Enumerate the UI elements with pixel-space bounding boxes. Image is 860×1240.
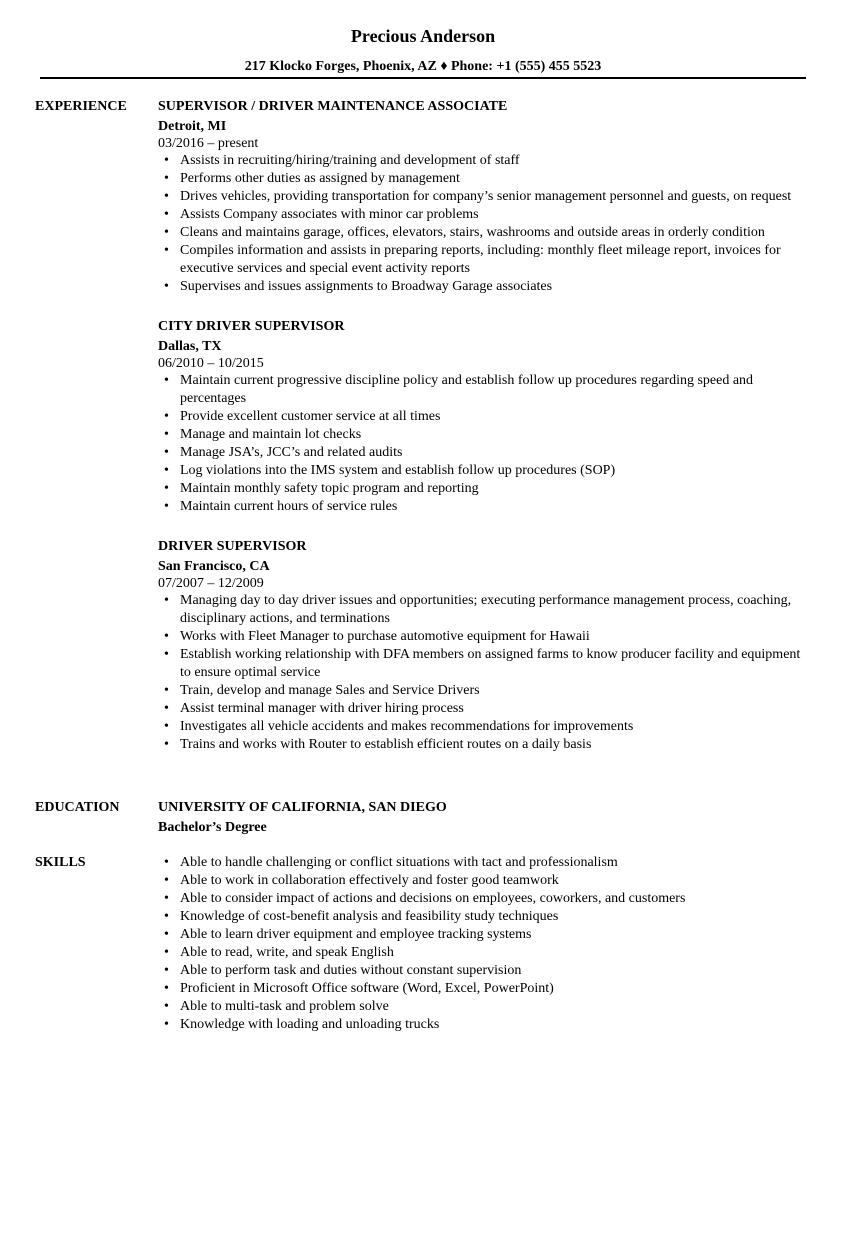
job-duty-item: • Assist terminal manager with driver hiring process: [158, 700, 808, 718]
skill-item: • Able to consider impact of actions and decisions on employees, coworkers, and customers: [158, 890, 808, 908]
skill-item: • Able to learn driver equipment and employee tracking systems: [158, 926, 808, 944]
skill-item: • Proficient in Microsoft Office software (Word, Excel, PowerPoint): [158, 980, 808, 998]
contact-line: 217 Klocko Forges, Phoenix, AZ ♦ Phone: +1 (555) 455 5523: [244, 59, 602, 74]
job-duty-item: • Drives vehicles, providing transportation for company’s senior management personnel and guests, on request: [158, 188, 808, 206]
job-duty-item: • Train, develop and manage Sales and Service Drivers: [158, 682, 808, 700]
job-location: San Francisco, CA: [158, 559, 270, 574]
job-duty-item: • Works with Fleet Manager to purchase automotive equipment for Hawaii: [158, 628, 808, 646]
job-entry: [158, 538, 808, 754]
skill-item: • Able to work in collaboration effectively and foster good teamwork: [158, 872, 808, 890]
job-duties: [158, 372, 808, 516]
job-duty-item: • Manage JSA’s, JCC’s and related audits: [158, 444, 808, 462]
job-duty-item: • Provide excellent customer service at all times: [158, 408, 808, 426]
job-title: DRIVER SUPERVISOR: [158, 539, 307, 554]
job-duty-item: • Maintain current hours of service rules: [158, 498, 808, 516]
job-duties: [158, 152, 808, 296]
skill-item: • Able to multi-task and problem solve: [158, 998, 808, 1016]
job-dates: 03/2016 – present: [158, 136, 259, 151]
job-location: Detroit, MI: [158, 119, 227, 134]
job-duty-item: • Trains and works with Router to establish efficient routes on a daily basis: [158, 736, 808, 754]
job-duties: [158, 592, 808, 754]
education-school: UNIVERSITY OF CALIFORNIA, SAN DIEGO: [158, 800, 447, 815]
job-duty-item: • Establish working relationship with DFA members on assigned farms to know producer facility and equipment to ensure optimal service: [158, 646, 808, 682]
job-duty-item: • Cleans and maintains garage, offices, elevators, stairs, washrooms and outside areas in orderly condition: [158, 224, 808, 242]
job-location: Dallas, TX: [158, 339, 222, 354]
job-duty-item: • Supervises and issues assignments to Broadway Garage associates: [158, 278, 808, 296]
job-duty-item: • Compiles information and assists in preparing reports, including: monthly fleet mileage report, invoices for executive services and special event activity reports: [158, 242, 808, 278]
job-duty-item: • Performs other duties as assigned by management: [158, 170, 808, 188]
job-entry: [158, 318, 808, 516]
skills-heading: SKILLS: [35, 855, 86, 870]
experience-heading: EXPERIENCE: [35, 99, 127, 114]
skill-item: • Able to read, write, and speak English: [158, 944, 808, 962]
education-body: [158, 799, 808, 837]
experience-body: [158, 98, 808, 776]
resume-name: Precious Anderson: [350, 26, 496, 46]
skill-item: • Able to handle challenging or conflict situations with tact and professionalism: [158, 854, 808, 872]
job-title: SUPERVISOR / DRIVER MAINTENANCE ASSOCIATE: [158, 99, 508, 114]
job-duty-item: • Manage and maintain lot checks: [158, 426, 808, 444]
job-duty-item: • Maintain current progressive discipline policy and establish follow up procedures regarding speed and percentages: [158, 372, 808, 408]
education-heading: EDUCATION: [35, 800, 120, 815]
job-duty-item: • Log violations into the IMS system and establish follow up procedures (SOP): [158, 462, 808, 480]
job-duty-item: • Investigates all vehicle accidents and makes recommendations for improvements: [158, 718, 808, 736]
job-entry: [158, 98, 808, 296]
job-duty-item: • Managing day to day driver issues and opportunities; executing performance management process, coaching, disciplinary actions, and terminations: [158, 592, 808, 628]
skill-item: • Able to perform task and duties without constant supervision: [158, 962, 808, 980]
header-divider: [40, 77, 806, 79]
skill-item: • Knowledge with loading and unloading trucks: [158, 1016, 808, 1034]
job-duty-item: • Maintain monthly safety topic program and reporting: [158, 480, 808, 498]
job-duty-item: • Assists Company associates with minor car problems: [158, 206, 808, 224]
job-dates: 07/2007 – 12/2009: [158, 576, 264, 591]
education-degree: Bachelor’s Degree: [158, 820, 267, 835]
skills-list: [158, 854, 808, 1034]
skill-item: • Knowledge of cost-benefit analysis and feasibility study techniques: [158, 908, 808, 926]
skills-body: [158, 854, 808, 1034]
job-dates: 06/2010 – 10/2015: [158, 356, 264, 371]
job-duty-item: • Assists in recruiting/hiring/training and development of staff: [158, 152, 808, 170]
job-title: CITY DRIVER SUPERVISOR: [158, 319, 345, 334]
